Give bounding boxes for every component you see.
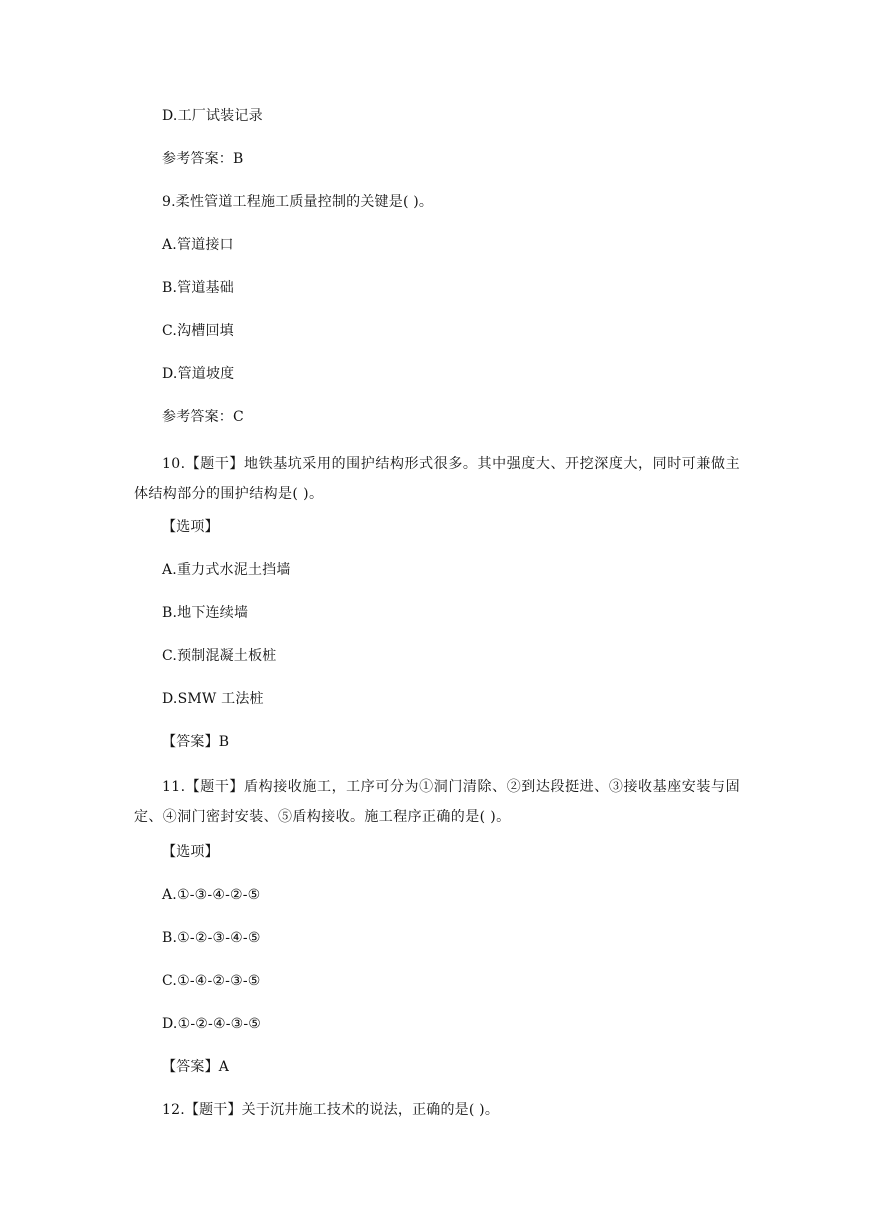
q11-options-label: 【选项】: [162, 844, 219, 860]
q10-option-d: D.SMW 工法桩: [162, 691, 264, 707]
q11-option-d: D.①-②-④-③-⑤: [162, 1016, 262, 1032]
q11-answer: 【答案】A: [162, 1059, 230, 1075]
q11-stem: 11.【题干】盾构接收施工，工序可分为①洞门清除、②到达段挺进、③接收基座安装与固定、④洞门密封安装、⑤盾构接收。施工程序正确的是( )。: [134, 779, 740, 825]
q9-option-b: B.管道基础: [162, 280, 234, 296]
q9-option-a: A.管道接口: [162, 237, 234, 253]
q9-option-d: D.管道坡度: [162, 366, 235, 382]
q11-option-b: B.①-②-③-④-⑤: [162, 930, 261, 946]
q9-answer: 参考答案：C: [162, 409, 244, 425]
q10-stem: 10.【题干】地铁基坑采用的围护结构形式很多。其中强度大、开挖深度大，同时可兼做主体结构部分的围护结构是( )。: [134, 456, 740, 502]
prev-option-d: D.工厂试装记录: [162, 108, 263, 124]
q10-option-a: A.重力式水泥土挡墙: [162, 562, 291, 578]
q10-options-label: 【选项】: [162, 519, 219, 535]
q10-option-b: B.地下连续墙: [162, 605, 249, 621]
q10-answer: 【答案】B: [162, 734, 230, 750]
q9-option-c: C.沟槽回填: [162, 323, 234, 339]
q9-stem: 9.柔性管道工程施工质量控制的关键是( )。: [162, 194, 434, 210]
q12-stem: 12.【题干】关于沉井施工技术的说法，正确的是( )。: [162, 1102, 500, 1118]
q11-option-c: C.①-④-②-③-⑤: [162, 973, 261, 989]
q10-option-c: C.预制混凝土板桩: [162, 648, 277, 664]
q11-option-a: A.①-③-④-②-⑤: [162, 887, 261, 903]
prev-answer: 参考答案：B: [162, 151, 244, 167]
